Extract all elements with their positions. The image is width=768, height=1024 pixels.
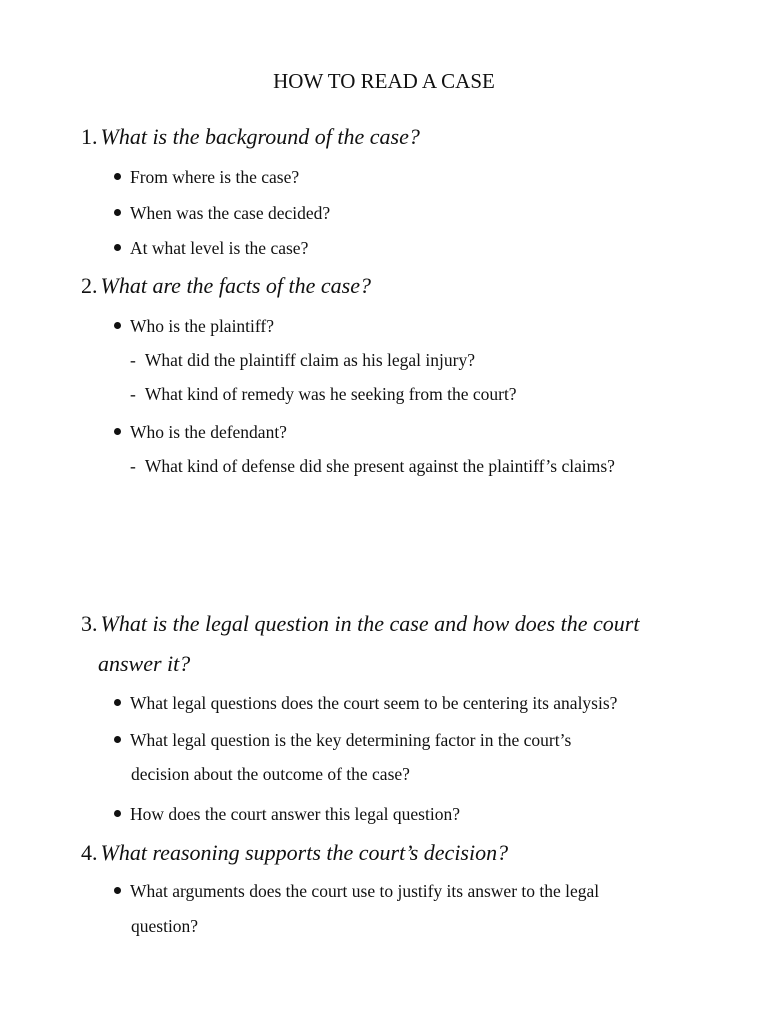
question-text-continuation: answer it?: [98, 651, 191, 676]
list-item: [114, 420, 287, 444]
list-item-text: When was the case decided?: [130, 203, 331, 223]
question-text: What is the legal question in the case and how does the court: [100, 611, 640, 636]
question-text: What reasoning supports the court’s decision?: [100, 840, 509, 865]
question-text: What is the background of the case?: [100, 124, 420, 149]
list-item-text: How does the court answer this legal question?: [130, 804, 460, 824]
question-number: 3.: [81, 611, 98, 636]
list-item: [114, 201, 330, 225]
question-text: What are the facts of the case?: [100, 273, 371, 298]
list-item-text: At what level is the case?: [130, 238, 309, 258]
question-number: 4.: [81, 840, 98, 865]
list-item: [114, 236, 308, 260]
list-item: [114, 314, 274, 338]
bullet-icon: [114, 244, 121, 251]
bullet-icon: [114, 887, 121, 894]
question-3: [81, 609, 639, 639]
sub-list-item: [130, 454, 615, 478]
list-item-text: What legal question is the key determining factor in the court’s: [130, 730, 572, 750]
question-2: [81, 271, 371, 301]
question-1: [81, 122, 420, 152]
dash-marker: -: [130, 456, 136, 476]
sub-list-item: [130, 382, 517, 406]
list-item-text: Who is the defendant?: [130, 422, 287, 442]
list-item-continuation: decision about the outcome of the case?: [131, 764, 410, 784]
document-title: HOW TO READ A CASE: [273, 69, 495, 93]
list-item-text: Who is the plaintiff?: [130, 316, 275, 336]
bullet-icon: [114, 810, 121, 817]
bullet-icon: [114, 699, 121, 706]
list-item: [114, 691, 617, 715]
question-number: 1.: [81, 124, 98, 149]
bullet-icon: [114, 736, 121, 743]
bullet-icon: [114, 428, 121, 435]
list-item-text: From where is the case?: [130, 167, 300, 187]
sub-list-item-text: What did the plaintiff claim as his legal injury?: [144, 350, 475, 370]
sub-list-item-text: What kind of remedy was he seeking from the court?: [144, 384, 517, 404]
list-item-text: What legal questions does the court seem to be centering its analysis?: [130, 693, 618, 713]
dash-marker: -: [130, 384, 136, 404]
list-item-continuation: question?: [131, 916, 199, 936]
question-4: [81, 838, 508, 868]
list-item: [114, 879, 599, 903]
bullet-icon: [114, 173, 121, 180]
sub-list-item: [130, 348, 475, 372]
bullet-icon: [114, 322, 121, 329]
list-item: [114, 802, 460, 826]
list-item: [114, 165, 299, 189]
dash-marker: -: [130, 350, 136, 370]
list-item-text: What arguments does the court use to justify its answer to the legal: [130, 881, 600, 901]
bullet-icon: [114, 209, 121, 216]
question-number: 2.: [81, 273, 98, 298]
sub-list-item-text: What kind of defense did she present against the plaintiff’s claims?: [144, 456, 615, 476]
list-item: [114, 728, 571, 752]
